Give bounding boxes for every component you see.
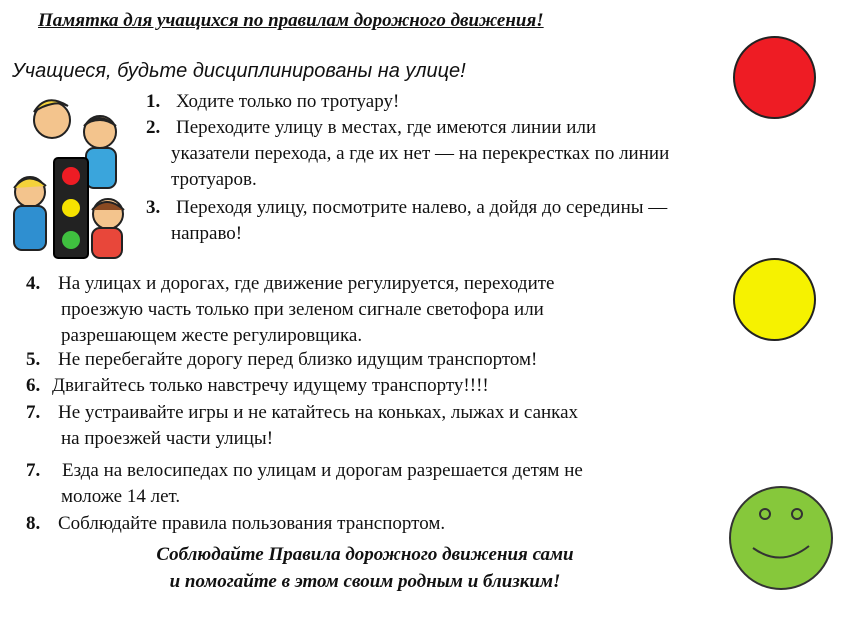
rule-4: 4. На улицах и дорогах, где движение регулируется, переходите bbox=[26, 273, 555, 294]
rule-3: 3. Переходя улицу, посмотрите налево, а дойдя до середины — bbox=[146, 197, 668, 218]
rule-1: 1. Ходите только по тротуару! bbox=[146, 91, 400, 112]
rule-2: 2. Переходите улицу в местах, где имеются линии или bbox=[146, 117, 597, 138]
page-title: Памятка для учащихся по правилам дорожного движения! bbox=[38, 10, 544, 31]
rule-7-line-2: на проезжей части улицы! bbox=[61, 428, 274, 449]
rule-7: 7. Не устраивайте игры и не катайтесь на коньках, лыжах и санках bbox=[26, 402, 579, 423]
closing-line-1: Соблюдайте Правила дорожного движения сами bbox=[156, 544, 574, 565]
rule-2-line-2: указатели перехода, а где их нет — на перекрестках по линии bbox=[171, 143, 670, 164]
kids-traffic-light-illustration bbox=[8, 92, 126, 262]
yellow-light-circle bbox=[733, 258, 816, 341]
red-light-circle bbox=[733, 36, 816, 119]
rule-7b: 7. Езда на велосипедах по улицам и дорогам разрешается детям не bbox=[26, 460, 583, 481]
rule-6: 6. Двигайтесь только навстречу идущему транспорту!!!! bbox=[26, 375, 489, 396]
rule-4-line-2: проезжую часть только при зеленом сигнале светофора или bbox=[61, 299, 544, 320]
rule-2-line-3: тротуаров. bbox=[171, 169, 257, 190]
rule-8: 8. Соблюдайте правила пользования транспортом. bbox=[26, 513, 446, 534]
closing-line-2: и помогайте в этом своим родным и близким! bbox=[169, 571, 561, 592]
rule-7b-line-2: моложе 14 лет. bbox=[61, 486, 181, 507]
rule-3-line-2: направо! bbox=[171, 223, 243, 244]
subtitle: Учащиеся, будьте дисциплинированы на улице! bbox=[12, 60, 466, 82]
rule-4-line-3: разрешающем жесте регулировщика. bbox=[61, 325, 363, 346]
green-smiley-icon bbox=[727, 484, 835, 592]
rule-5: 5. Не перебегайте дорогу перед близко идущим транспортом! bbox=[26, 349, 538, 370]
